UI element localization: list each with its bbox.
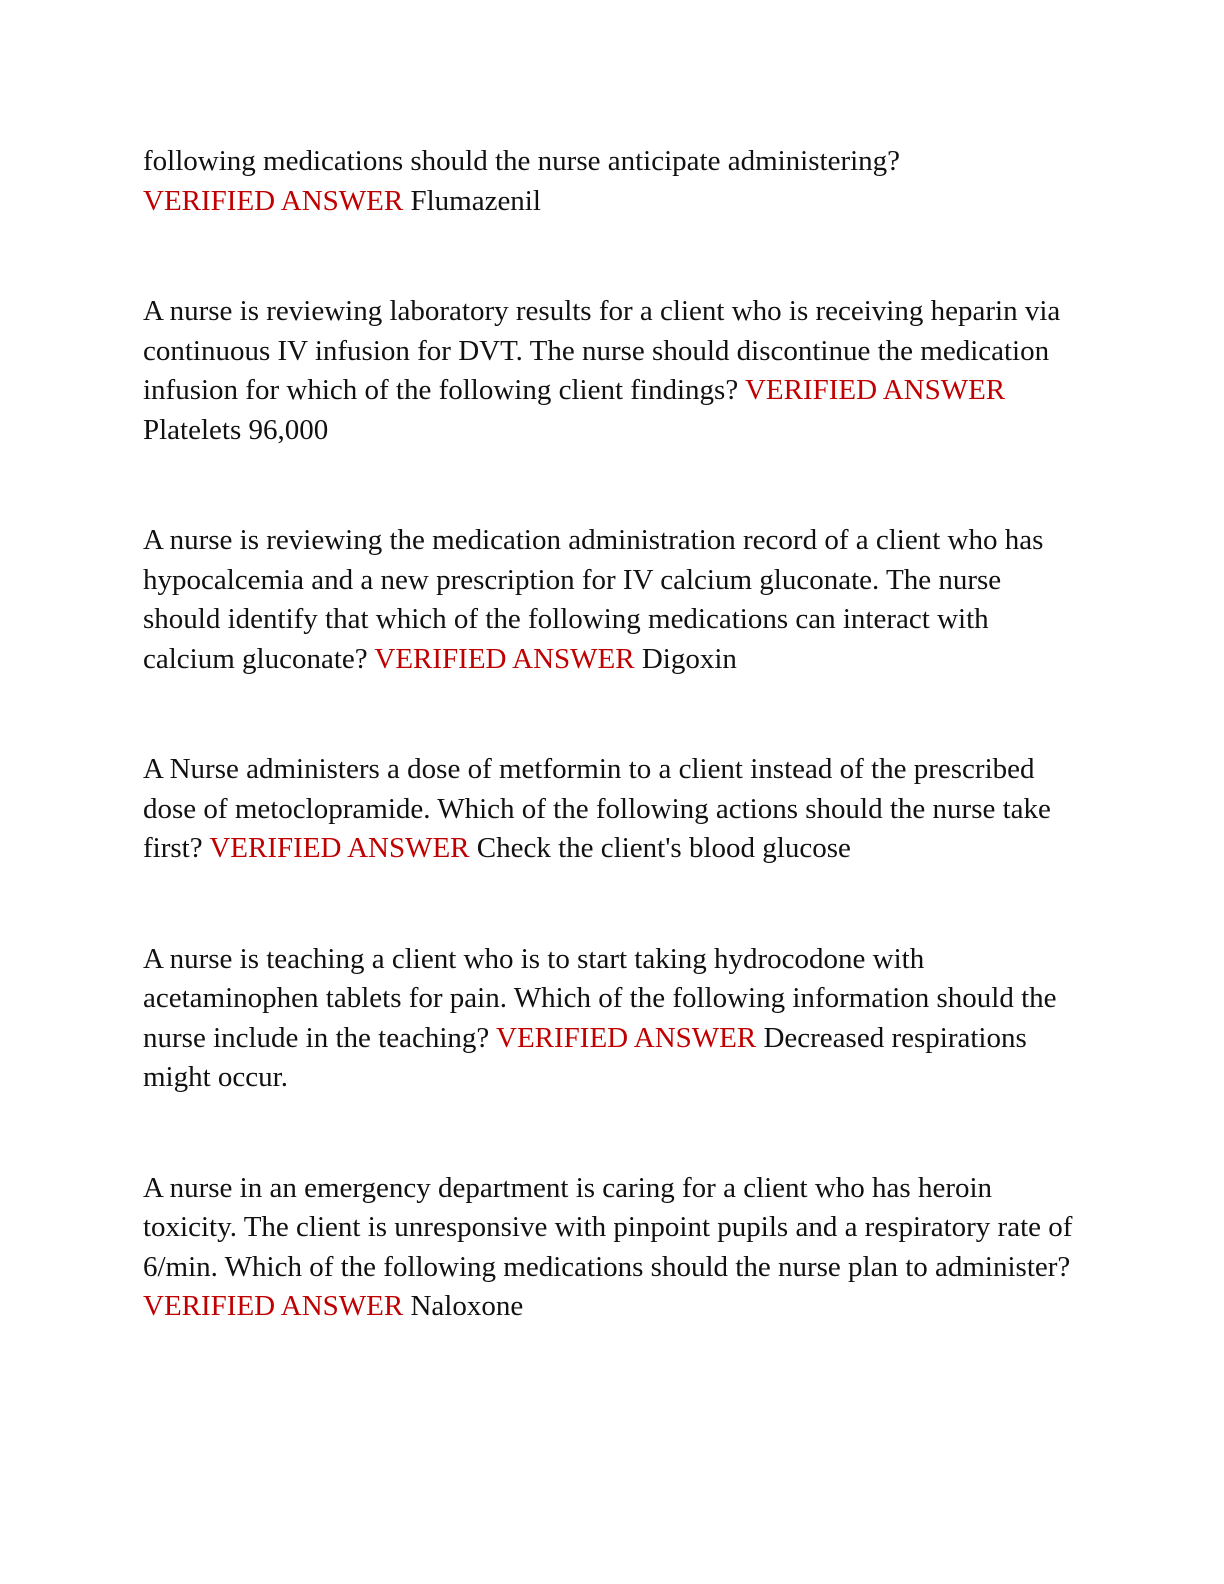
answer-text: Decreased respirations might occur.	[143, 1021, 1027, 1093]
answer-text: Digoxin	[641, 642, 737, 675]
qa-item	[143, 292, 1083, 450]
verified-answer-label: VERIFIED ANSWER	[143, 184, 404, 217]
answer-text: Platelets 96,000	[143, 413, 329, 446]
answer-text: Check the client's blood glucose	[476, 832, 851, 864]
qa-item	[143, 940, 1083, 1098]
answer-text: Naloxone	[410, 1290, 524, 1322]
answer-text: Flumazenil	[410, 184, 541, 217]
verified-answer-label: VERIFIED ANSWER	[143, 1290, 404, 1322]
verified-answer-label: VERIFIED ANSWER	[744, 374, 1006, 406]
question-text: A nurse is reviewing the medication administration record of a client who has hypocalcemia and a new prescription for IV calcium gluconate. The nurse should identify that which of the following medications can interact with calcium gluconate?	[143, 524, 1044, 675]
qa-list	[143, 142, 1083, 1327]
question-text: A nurse in an emergency department is caring for a client who has heroin toxicity. The client is unresponsive with pinpoint pupils and a respiratory rate of 6/min. Which of the following medications should the nurse plan to administer?	[143, 1171, 1073, 1283]
question-text: A nurse is teaching a client who is to start taking hydrocodone with acetaminophen tablets for pain. Which of the following information should the nurse include in the teaching?	[143, 942, 1057, 1054]
qa-item	[143, 1169, 1083, 1327]
qa-item	[143, 750, 1083, 869]
question-text: A nurse is reviewing laboratory results for a client who is receiving heparin via continuous IV infusion for DVT. The nurse should discontinue the medication infusion for which of the following client findings?	[143, 295, 1061, 406]
verified-answer-label: VERIFIED ANSWER	[496, 1021, 757, 1054]
qa-item	[143, 142, 1083, 221]
verified-answer-label: VERIFIED ANSWER	[209, 832, 470, 864]
verified-answer-label: VERIFIED ANSWER	[374, 642, 635, 675]
question-text: following medications should the nurse anticipate administering?	[143, 145, 901, 177]
qa-item	[143, 521, 1083, 679]
question-text: A Nurse administers a dose of metformin to a client instead of the prescribed dose of metoclopramide. Which of the following actions should the nurse take first?	[143, 753, 1051, 864]
